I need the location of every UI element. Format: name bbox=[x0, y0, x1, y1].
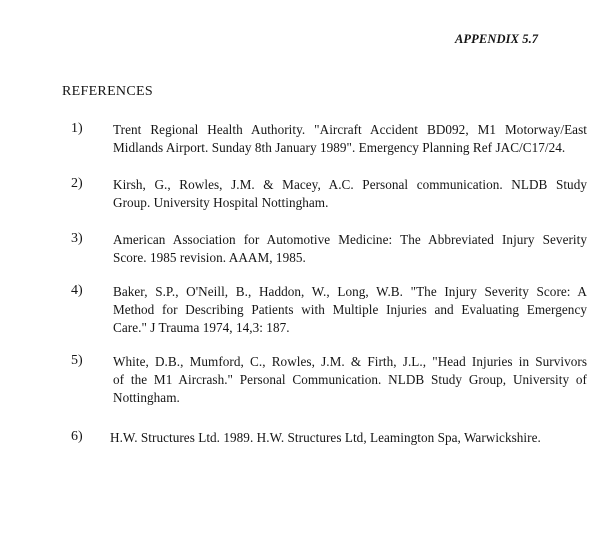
reference-number: 5) bbox=[71, 353, 83, 368]
reference-number: 3) bbox=[71, 231, 83, 246]
reference-line: Baker, S.P., O'Neill, B., Haddon, W., Long, W.B. "The Injury Severity Score: A bbox=[113, 284, 587, 299]
reference-number: 6) bbox=[71, 429, 83, 444]
reference-number: 2) bbox=[71, 176, 83, 191]
reference-line: White, D.B., Mumford, C., Rowles, J.M. & Firth, J.L., "Head Injuries in Survivors bbox=[113, 354, 587, 369]
reference-line: Group. University Hospital Nottingham. bbox=[113, 195, 329, 210]
reference-number: 1) bbox=[71, 121, 83, 136]
reference-line: Nottingham. bbox=[113, 390, 180, 405]
reference-text bbox=[113, 283, 587, 337]
reference-line: of the M1 Aircrash." Personal Communication. NLDB Study Group, University of bbox=[113, 372, 587, 387]
reference-text bbox=[113, 353, 587, 407]
reference-line: Midlands Airport. Sunday 8th January 1989". Emergency Planning Ref JAC/C17/24. bbox=[113, 140, 566, 155]
appendix-label: APPENDIX 5.7 bbox=[455, 32, 539, 46]
reference-text bbox=[113, 121, 587, 157]
reference-line: Trent Regional Health Authority. "Aircraft Accident BD092, M1 Motorway/East bbox=[113, 122, 587, 137]
reference-line: H.W. Structures Ltd. 1989. H.W. Structures Ltd, Leamington Spa, Warwickshire. bbox=[110, 430, 541, 445]
reference-text bbox=[113, 231, 587, 267]
reference-number: 4) bbox=[71, 283, 83, 298]
reference-line: Score. 1985 revision. AAAM, 1985. bbox=[113, 250, 306, 265]
reference-line: American Association for Automotive Medicine: The Abbreviated Injury Severity bbox=[113, 232, 587, 247]
reference-line: Kirsh, G., Rowles, J.M. & Macey, A.C. Personal communication. NLDB Study bbox=[113, 177, 587, 192]
references-heading: REFERENCES bbox=[62, 84, 153, 99]
reference-line: Care." J Trauma 1974, 14,3: 187. bbox=[113, 320, 290, 335]
reference-line: Method for Describing Patients with Multiple Injuries and Evaluating Emergency bbox=[113, 302, 587, 317]
reference-text bbox=[113, 176, 587, 212]
reference-text bbox=[110, 429, 584, 447]
